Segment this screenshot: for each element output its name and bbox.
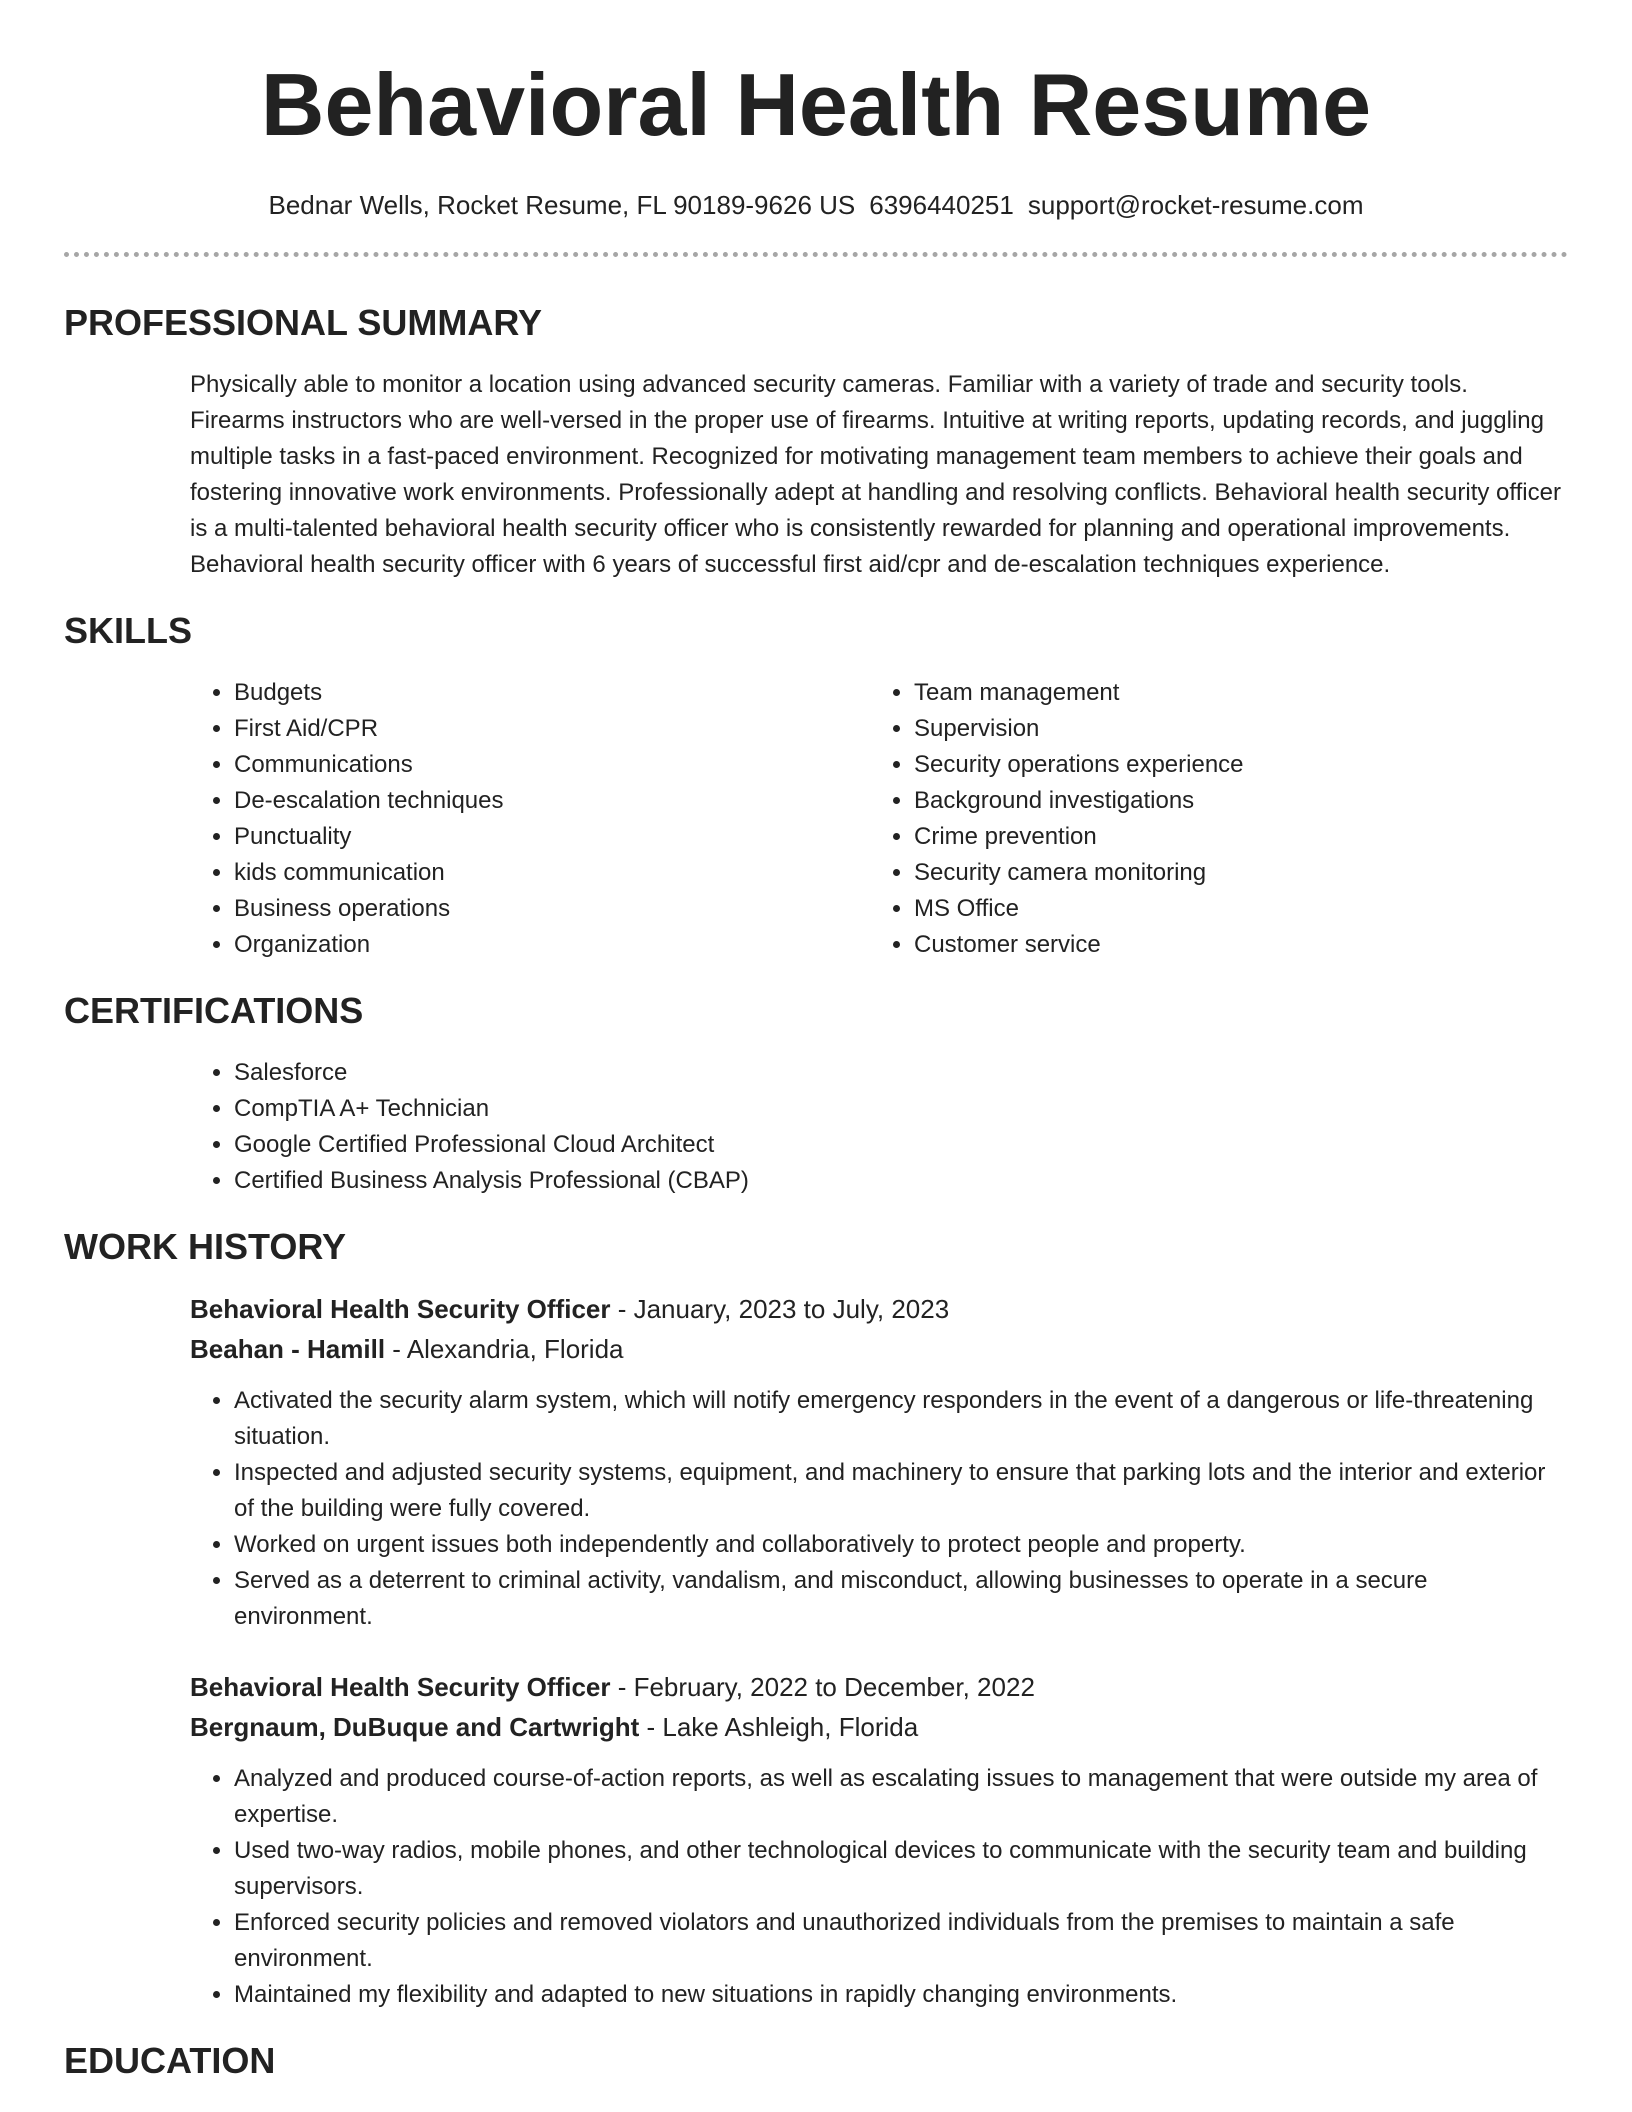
- skill-item: • Background investigations: [914, 783, 1550, 819]
- skill-item: • Punctuality: [234, 819, 870, 855]
- summary-heading: PROFESSIONAL SUMMARY: [64, 302, 543, 343]
- skill-item: • De-escalation techniques: [234, 783, 870, 819]
- job-company: Beahan - Hamill: [190, 1334, 386, 1364]
- skill-item: • Budgets: [234, 675, 870, 711]
- skill-item: • Crime prevention: [914, 819, 1550, 855]
- certification-item: • CompTIA A+ Technician: [234, 1091, 1568, 1127]
- skills-heading: SKILLS: [64, 610, 193, 651]
- certifications-heading: CERTIFICATIONS: [64, 990, 364, 1031]
- work-history-heading: WORK HISTORY: [64, 1226, 347, 1267]
- certifications-list: [190, 1055, 1568, 1199]
- skill-item: • Customer service: [914, 927, 1550, 963]
- job-title-line: [190, 1667, 1568, 1707]
- job-company-line: [190, 1329, 1568, 1369]
- certification-item: • Google Certified Professional Cloud Architect: [234, 1127, 1568, 1163]
- job-entry: [190, 1289, 1568, 1635]
- job-location: - Alexandria, Florida: [385, 1334, 624, 1364]
- job-bullet: • Activated the security alarm system, which will notify emergency responders in the event of a dangerous or life-threatening situation.: [234, 1383, 1568, 1455]
- skill-item: • Team management: [914, 675, 1550, 711]
- education-heading: EDUCATION: [64, 2040, 276, 2081]
- skills-column-left: [190, 675, 870, 963]
- skill-item: • Business operations: [234, 891, 870, 927]
- header-divider: [64, 252, 1568, 257]
- job-bullet: • Used two-way radios, mobile phones, and other technological devices to communicate with the security team and building supervisors.: [234, 1833, 1568, 1905]
- contact-email[interactable]: support@rocket-resume.com: [1027, 190, 1364, 220]
- job-bullet: • Maintained my flexibility and adapted to new situations in rapidly changing environments.: [234, 1977, 1568, 2013]
- job-entry: [190, 1667, 1568, 2013]
- contact-line: [64, 188, 1568, 222]
- summary-text: Physically able to monitor a location using advanced security cameras. Familiar with a variety of trade and security tools. Firearms instructors who are well-versed in the proper use of firearms. Intuitive at writing reports, updating records, and juggling multiple tasks in a fast-paced environment. Recognized for motivating management team members to achieve their goals and fostering innovative work environments. Professionally adept at handling and resolving conflicts. Behavioral health security officer is a multi-talented behavioral health security officer who is consistently rewarded for planning and operational improvements. Behavioral health security officer with 6 years of successful first aid/cpr and de-escalation techniques experience.: [190, 371, 1561, 578]
- job-dates: - January, 2023 to July, 2023: [610, 1294, 950, 1324]
- job-bullet: • Inspected and adjusted security systems, equipment, and machinery to ensure that parking lots and the interior and exterior of the building were fully covered.: [234, 1455, 1568, 1527]
- job-dates: - February, 2022 to December, 2022: [610, 1672, 1035, 1702]
- job-title: Behavioral Health Security Officer: [190, 1672, 611, 1702]
- skill-item: • Security camera monitoring: [914, 855, 1550, 891]
- resume-page: [64, 0, 1568, 2083]
- job-bullet: • Worked on urgent issues both independently and collaboratively to protect people and property.: [234, 1527, 1568, 1563]
- skill-item: • Communications: [234, 747, 870, 783]
- skill-item: • Security operations experience: [914, 747, 1550, 783]
- skills-list: [190, 675, 1568, 963]
- certification-item: • Certified Business Analysis Professional (CBAP): [234, 1163, 1568, 1199]
- skill-item: • Supervision: [914, 711, 1550, 747]
- job-company-line: [190, 1707, 1568, 1747]
- job-bullet: • Enforced security policies and removed violators and unauthorized individuals from the premises to maintain a safe environment.: [234, 1905, 1568, 1977]
- certification-item: • Salesforce: [234, 1055, 1568, 1091]
- skill-item: • kids communication: [234, 855, 870, 891]
- job-bullet: • Analyzed and produced course-of-action reports, as well as escalating issues to management that were outside my area of expertise.: [234, 1761, 1568, 1833]
- contact-address: Bednar Wells, Rocket Resume, FL 90189-9626 US: [268, 190, 856, 220]
- resume-title: Behavioral Health Resume: [260, 55, 1372, 154]
- skill-item: • Organization: [234, 927, 870, 963]
- skill-item: • First Aid/CPR: [234, 711, 870, 747]
- skill-item: • MS Office: [914, 891, 1550, 927]
- skills-column-right: [870, 675, 1550, 963]
- job-company: Bergnaum, DuBuque and Cartwright: [190, 1712, 640, 1742]
- job-title: Behavioral Health Security Officer: [190, 1294, 611, 1324]
- job-location: - Lake Ashleigh, Florida: [639, 1712, 919, 1742]
- job-bullet: • Served as a deterrent to criminal activity, vandalism, and misconduct, allowing businesses to operate in a secure environment.: [234, 1563, 1568, 1635]
- contact-phone: 6396440251: [869, 190, 1014, 220]
- job-title-line: [190, 1289, 1568, 1329]
